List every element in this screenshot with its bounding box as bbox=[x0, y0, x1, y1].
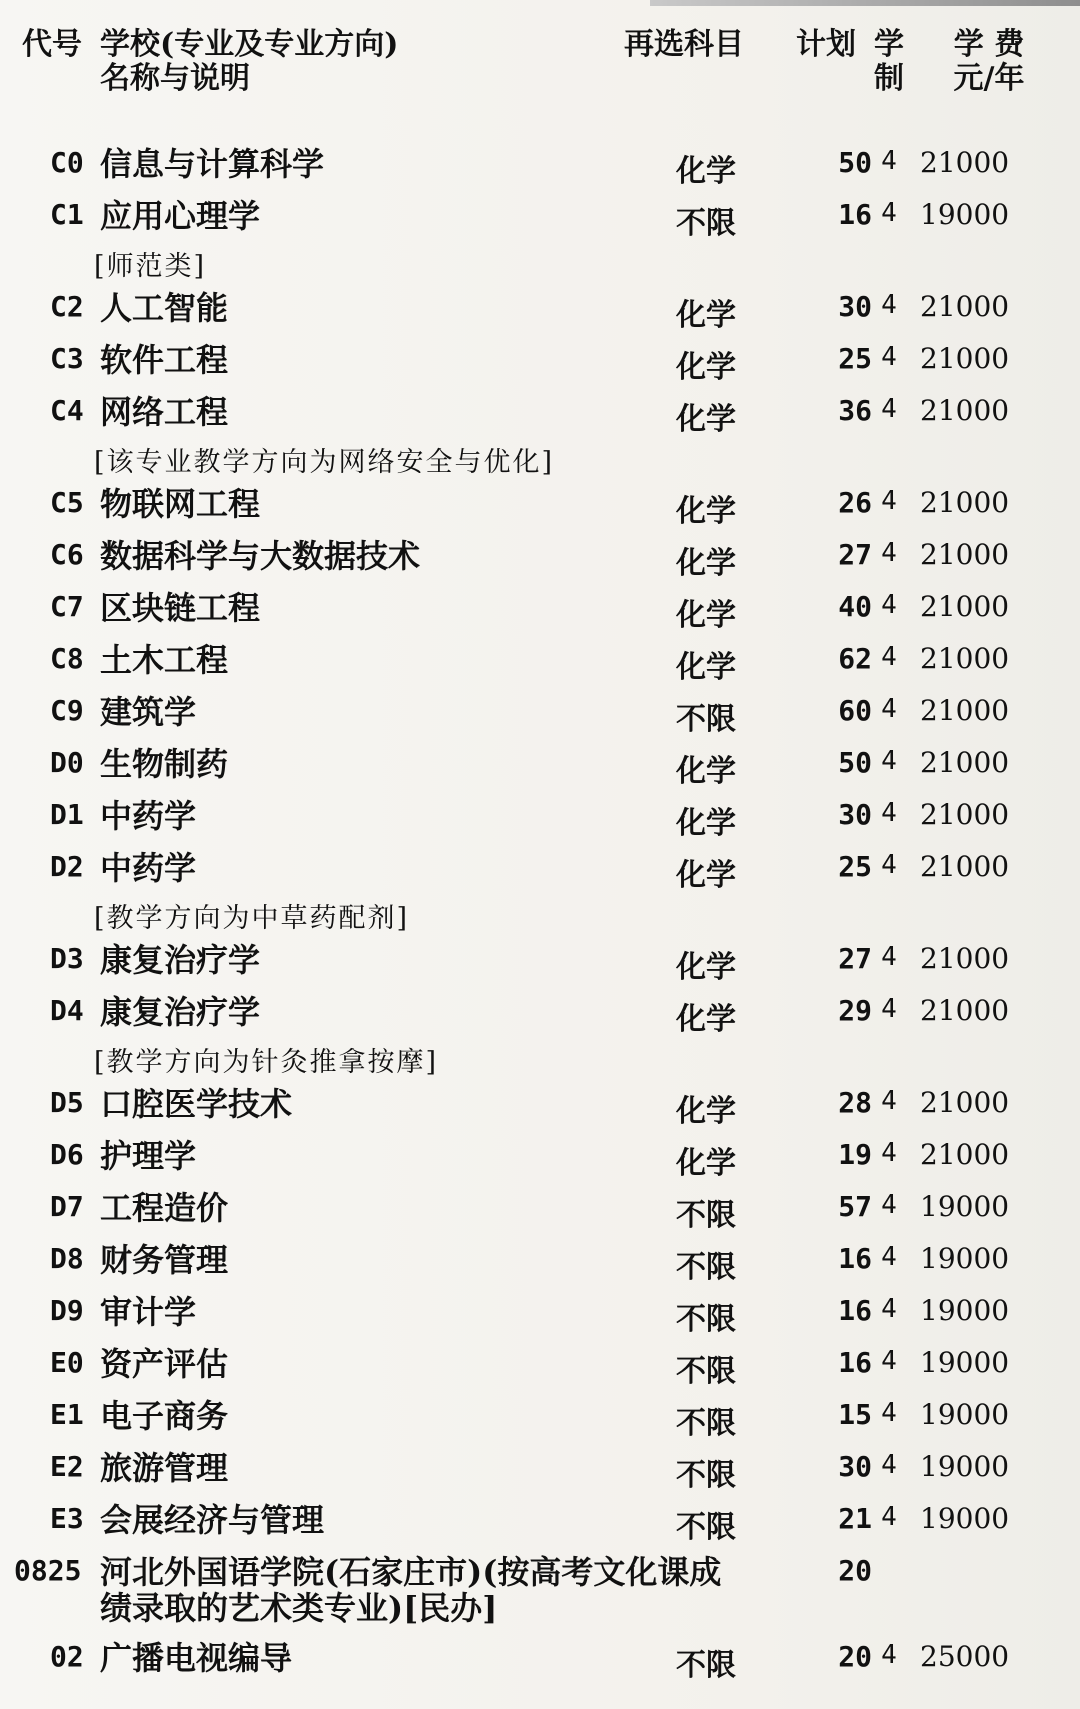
major-name: 康复治疗学 bbox=[100, 941, 261, 979]
major-name: 区块链工程 bbox=[100, 589, 261, 627]
enrollment-plan: 60 bbox=[838, 694, 872, 727]
table-row bbox=[0, 1392, 1080, 1444]
study-years: 4 bbox=[881, 1640, 897, 1670]
tuition-fee: 21000 bbox=[920, 486, 1010, 519]
tuition-fee: 21000 bbox=[920, 642, 1010, 675]
major-name: 会展经济与管理 bbox=[100, 1501, 325, 1539]
study-years: 4 bbox=[881, 850, 897, 880]
major-code: E3 bbox=[50, 1502, 84, 1535]
enrollment-plan: 28 bbox=[838, 1086, 872, 1119]
study-years: 4 bbox=[881, 290, 897, 320]
major-name: 康复治疗学 bbox=[100, 993, 261, 1031]
major-code: 02 bbox=[50, 1640, 84, 1673]
tuition-fee: 19000 bbox=[920, 1346, 1010, 1379]
major-code: 0825 bbox=[14, 1554, 82, 1587]
major-code: D2 bbox=[50, 850, 84, 883]
major-code: C3 bbox=[50, 342, 84, 375]
study-years: 4 bbox=[881, 198, 897, 228]
major-note-row bbox=[0, 896, 1080, 936]
table-row bbox=[0, 532, 1080, 584]
required-subject: 化学 bbox=[676, 950, 736, 985]
required-subject: 化学 bbox=[676, 402, 736, 437]
tuition-fee: 21000 bbox=[920, 290, 1010, 323]
major-code: E0 bbox=[50, 1346, 84, 1379]
required-subject: 化学 bbox=[676, 754, 736, 789]
header-fee-line1: 学 费 bbox=[953, 27, 1025, 62]
major-name: 网络工程 bbox=[100, 393, 229, 431]
study-years: 4 bbox=[881, 1346, 897, 1376]
table-row bbox=[0, 480, 1080, 532]
tuition-fee: 21000 bbox=[920, 342, 1010, 375]
table-row bbox=[0, 988, 1080, 1040]
enrollment-plan: 30 bbox=[838, 290, 872, 323]
header-code: 代号 bbox=[22, 27, 82, 62]
study-years: 4 bbox=[881, 1242, 897, 1272]
table-row bbox=[0, 688, 1080, 740]
required-subject: 不限 bbox=[676, 1510, 736, 1545]
enrollment-plan: 19 bbox=[838, 1138, 872, 1171]
major-note: [教学方向为针灸推拿按摩] bbox=[94, 1047, 439, 1078]
required-subject: 化学 bbox=[676, 1002, 736, 1037]
table-row bbox=[0, 284, 1080, 336]
table-row bbox=[0, 388, 1080, 440]
enrollment-plan: 62 bbox=[838, 642, 872, 675]
tuition-fee: 19000 bbox=[920, 1398, 1010, 1431]
tuition-fee: 19000 bbox=[920, 198, 1010, 231]
major-name: 人工智能 bbox=[100, 289, 229, 327]
table-row bbox=[0, 740, 1080, 792]
enrollment-plan: 20 bbox=[838, 1554, 872, 1587]
study-years: 4 bbox=[881, 342, 897, 372]
required-subject: 化学 bbox=[676, 650, 736, 685]
major-code: E1 bbox=[50, 1398, 84, 1431]
enrollment-plan: 50 bbox=[838, 146, 872, 179]
table-row bbox=[0, 1634, 1080, 1686]
study-years: 4 bbox=[881, 1138, 897, 1168]
table-row bbox=[0, 336, 1080, 388]
table-row bbox=[0, 792, 1080, 844]
study-years: 4 bbox=[881, 746, 897, 776]
enrollment-plan: 16 bbox=[838, 1242, 872, 1275]
tuition-fee: 25000 bbox=[920, 1640, 1010, 1673]
table-row bbox=[0, 936, 1080, 988]
major-name: 中药学 bbox=[100, 797, 197, 835]
enrollment-plan: 21 bbox=[838, 1502, 872, 1535]
required-subject: 化学 bbox=[676, 806, 736, 841]
enrollment-plan: 16 bbox=[838, 198, 872, 231]
required-subject: 化学 bbox=[676, 858, 736, 893]
tuition-fee: 21000 bbox=[920, 1138, 1010, 1171]
major-code: C2 bbox=[50, 290, 84, 323]
study-years: 4 bbox=[881, 1450, 897, 1480]
header-years-line1: 学 bbox=[874, 27, 904, 62]
major-code: D6 bbox=[50, 1138, 84, 1171]
tuition-fee: 21000 bbox=[920, 850, 1010, 883]
required-subject: 不限 bbox=[676, 1354, 736, 1389]
study-years: 4 bbox=[881, 1086, 897, 1116]
enrollment-plan: 16 bbox=[838, 1294, 872, 1327]
required-subject: 不限 bbox=[676, 206, 736, 241]
major-name: 广播电视编导 bbox=[100, 1639, 293, 1677]
major-code: C1 bbox=[50, 198, 84, 231]
table-row bbox=[0, 1236, 1080, 1288]
header-years bbox=[871, 28, 907, 96]
major-code: C6 bbox=[50, 538, 84, 571]
major-name: 应用心理学 bbox=[100, 197, 261, 235]
study-years: 4 bbox=[881, 1190, 897, 1220]
header-name-line2: 名称与说明 bbox=[100, 61, 250, 96]
required-subject: 化学 bbox=[676, 494, 736, 529]
header-name bbox=[100, 28, 398, 96]
required-subject: 化学 bbox=[676, 350, 736, 385]
major-code: D8 bbox=[50, 1242, 84, 1275]
required-subject: 化学 bbox=[676, 1094, 736, 1129]
major-note: [该专业教学方向为网络安全与优化] bbox=[94, 447, 555, 478]
table-row bbox=[0, 584, 1080, 636]
major-code: C9 bbox=[50, 694, 84, 727]
table-row bbox=[0, 1080, 1080, 1132]
major-name: 护理学 bbox=[100, 1137, 197, 1175]
enrollment-plan: 25 bbox=[838, 342, 872, 375]
tuition-fee: 21000 bbox=[920, 746, 1010, 779]
header-years-line2: 制 bbox=[874, 61, 904, 96]
required-subject: 化学 bbox=[676, 298, 736, 333]
study-years: 4 bbox=[881, 642, 897, 672]
table-row bbox=[0, 1184, 1080, 1236]
study-years: 4 bbox=[881, 694, 897, 724]
tuition-fee: 21000 bbox=[920, 538, 1010, 571]
table-row bbox=[0, 1288, 1080, 1340]
required-subject: 化学 bbox=[676, 1146, 736, 1181]
major-note: [师范类] bbox=[94, 251, 207, 282]
enrollment-plan: 30 bbox=[838, 1450, 872, 1483]
enrollment-plan: 25 bbox=[838, 850, 872, 883]
major-name: 财务管理 bbox=[100, 1241, 229, 1279]
major-code: D5 bbox=[50, 1086, 84, 1119]
table-row bbox=[0, 1132, 1080, 1184]
major-note-row bbox=[0, 1040, 1080, 1080]
table-row bbox=[0, 1340, 1080, 1392]
major-name: 审计学 bbox=[100, 1293, 197, 1331]
major-note: [教学方向为中草药配剂] bbox=[94, 903, 410, 934]
major-name: 电子商务 bbox=[100, 1397, 229, 1435]
tuition-fee: 21000 bbox=[920, 394, 1010, 427]
header-subject: 再选科目 bbox=[624, 27, 744, 62]
tuition-fee: 21000 bbox=[920, 1086, 1010, 1119]
enrollment-plan: 15 bbox=[838, 1398, 872, 1431]
major-code: D7 bbox=[50, 1190, 84, 1223]
study-years: 4 bbox=[881, 394, 897, 424]
header-name-line1: 学校(专业及专业方向) bbox=[100, 27, 399, 62]
tuition-fee: 21000 bbox=[920, 146, 1010, 179]
header-fee bbox=[936, 28, 1042, 96]
table-body bbox=[0, 140, 1080, 1686]
major-code: C5 bbox=[50, 486, 84, 519]
required-subject: 不限 bbox=[676, 1302, 736, 1337]
enrollment-plan: 40 bbox=[838, 590, 872, 623]
table-header bbox=[0, 28, 1080, 108]
major-name: 口腔医学技术 bbox=[100, 1085, 293, 1123]
enrollment-plan: 50 bbox=[838, 746, 872, 779]
major-name: 信息与计算科学 bbox=[100, 145, 325, 183]
major-code: D0 bbox=[50, 746, 84, 779]
required-subject: 不限 bbox=[676, 1458, 736, 1493]
major-code: D3 bbox=[50, 942, 84, 975]
enrollment-plan: 16 bbox=[838, 1346, 872, 1379]
enrollment-plan: 27 bbox=[838, 538, 872, 571]
major-name: 土木工程 bbox=[100, 641, 229, 679]
major-note-row bbox=[0, 440, 1080, 480]
major-name: 生物制药 bbox=[100, 745, 229, 783]
major-code: E2 bbox=[50, 1450, 84, 1483]
table-row bbox=[0, 1444, 1080, 1496]
tuition-fee: 19000 bbox=[920, 1502, 1010, 1535]
required-subject: 不限 bbox=[676, 1648, 736, 1683]
header-fee-line2: 元/年 bbox=[953, 61, 1025, 96]
page-edge-shadow bbox=[650, 0, 1080, 6]
tuition-fee: 19000 bbox=[920, 1190, 1010, 1223]
study-years: 4 bbox=[881, 1502, 897, 1532]
enrollment-plan: 27 bbox=[838, 942, 872, 975]
tuition-fee: 21000 bbox=[920, 942, 1010, 975]
enrollment-plan: 57 bbox=[838, 1190, 872, 1223]
study-years: 4 bbox=[881, 486, 897, 516]
required-subject: 不限 bbox=[676, 702, 736, 737]
study-years: 4 bbox=[881, 942, 897, 972]
major-code: C0 bbox=[50, 146, 84, 179]
tuition-fee: 21000 bbox=[920, 590, 1010, 623]
enrollment-plan: 26 bbox=[838, 486, 872, 519]
major-name: 物联网工程 bbox=[100, 485, 261, 523]
study-years: 4 bbox=[881, 146, 897, 176]
major-name: 中药学 bbox=[100, 849, 197, 887]
major-name: 软件工程 bbox=[100, 341, 229, 379]
required-subject: 化学 bbox=[676, 546, 736, 581]
required-subject: 不限 bbox=[676, 1250, 736, 1285]
major-name: 资产评估 bbox=[100, 1345, 229, 1383]
major-name: 河北外国语学院(石家庄市)(按高考文化课成绩录取的艺术类专业)[民办] bbox=[100, 1553, 722, 1627]
table-row bbox=[0, 844, 1080, 896]
study-years: 4 bbox=[881, 798, 897, 828]
header-plan: 计划 bbox=[796, 27, 856, 62]
major-code: D4 bbox=[50, 994, 84, 1027]
major-name: 旅游管理 bbox=[100, 1449, 229, 1487]
major-code: D9 bbox=[50, 1294, 84, 1327]
table-row bbox=[0, 192, 1080, 244]
study-years: 4 bbox=[881, 994, 897, 1024]
tuition-fee: 19000 bbox=[920, 1294, 1010, 1327]
study-years: 4 bbox=[881, 1294, 897, 1324]
table-row bbox=[0, 1496, 1080, 1548]
major-code: C7 bbox=[50, 590, 84, 623]
major-name: 数据科学与大数据技术 bbox=[100, 537, 421, 575]
tuition-fee: 21000 bbox=[920, 798, 1010, 831]
major-name: 工程造价 bbox=[100, 1189, 229, 1227]
required-subject: 不限 bbox=[676, 1198, 736, 1233]
table-row bbox=[0, 140, 1080, 192]
study-years: 4 bbox=[881, 590, 897, 620]
enrollment-plan: 20 bbox=[838, 1640, 872, 1673]
enrollment-plan: 36 bbox=[838, 394, 872, 427]
required-subject: 化学 bbox=[676, 598, 736, 633]
major-name: 建筑学 bbox=[100, 693, 197, 731]
school-group-row bbox=[0, 1548, 1080, 1634]
enrollment-plan: 30 bbox=[838, 798, 872, 831]
required-subject: 化学 bbox=[676, 154, 736, 189]
study-years: 4 bbox=[881, 1398, 897, 1428]
enrollment-plan: 29 bbox=[838, 994, 872, 1027]
tuition-fee: 21000 bbox=[920, 694, 1010, 727]
major-code: C8 bbox=[50, 642, 84, 675]
study-years: 4 bbox=[881, 538, 897, 568]
required-subject: 不限 bbox=[676, 1406, 736, 1441]
tuition-fee: 19000 bbox=[920, 1450, 1010, 1483]
major-note-row bbox=[0, 244, 1080, 284]
table-row bbox=[0, 636, 1080, 688]
tuition-fee: 19000 bbox=[920, 1242, 1010, 1275]
tuition-fee: 21000 bbox=[920, 994, 1010, 1027]
major-code: C4 bbox=[50, 394, 84, 427]
major-code: D1 bbox=[50, 798, 84, 831]
